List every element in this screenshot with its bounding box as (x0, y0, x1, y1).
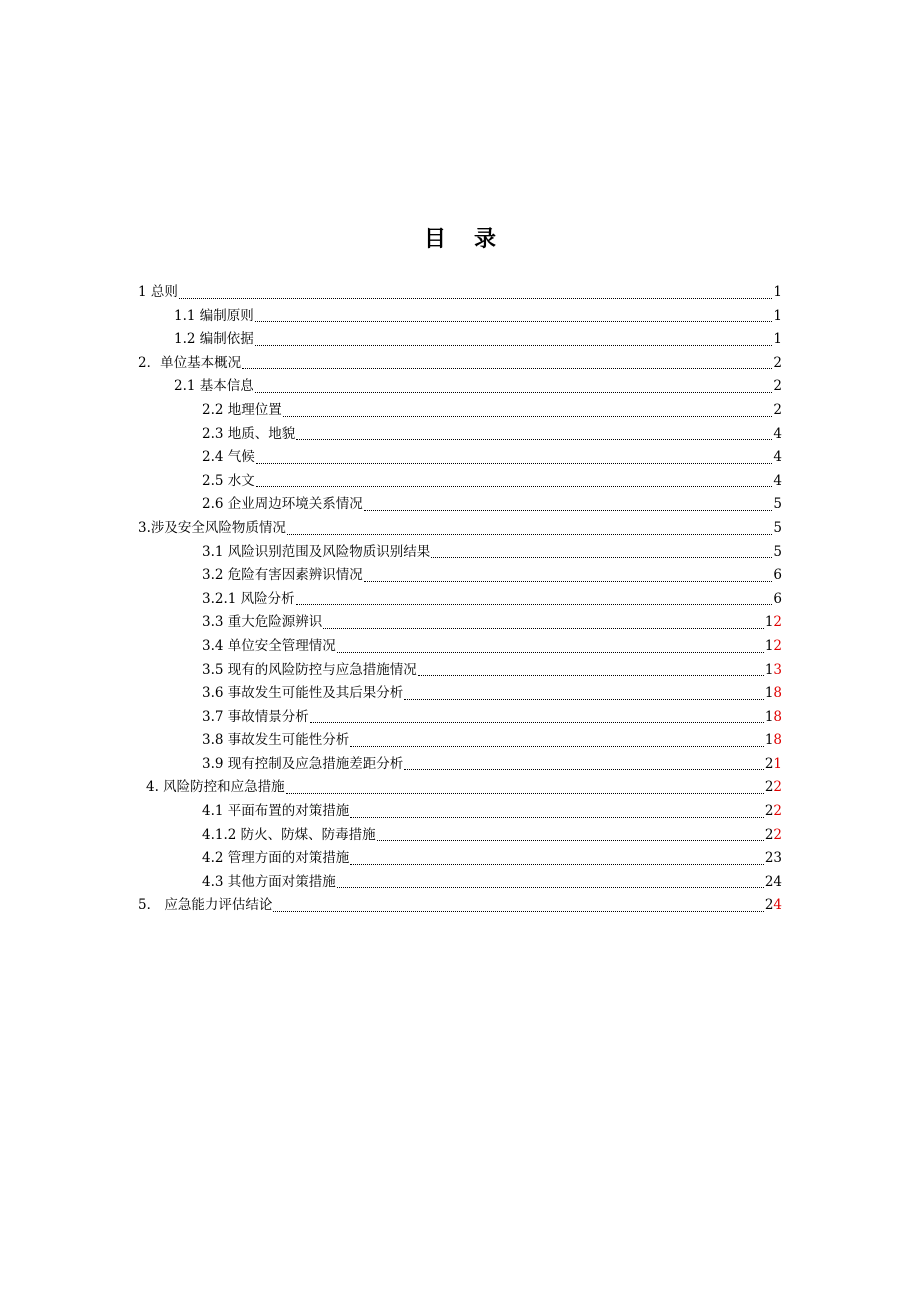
toc-entry-label: 2.3 地质、地貌 (202, 425, 296, 442)
toc-entry-page-number (765, 635, 782, 659)
toc-entry-label: 3.1 风险识别范围及风险物质识别结果 (202, 543, 431, 560)
toc-page-digit: 1 (764, 614, 774, 631)
toc-dot-leader (256, 486, 773, 487)
toc-entry[interactable] (138, 423, 782, 447)
toc-entry[interactable] (138, 800, 782, 824)
toc-entry-label: 4.1 平面布置的对策措施 (202, 803, 350, 820)
toc-entry-label: 3.2.1 风险分析 (202, 590, 295, 607)
toc-entry-label: 1 总则 (138, 284, 178, 300)
toc-page-digit: 2 (764, 779, 774, 796)
toc-entry-page-number: 2 (773, 378, 782, 395)
toc-entry-label: 1.2 编制依据 (174, 331, 254, 348)
toc-dot-leader (273, 911, 763, 912)
toc-entry[interactable] (138, 682, 782, 706)
toc-dot-leader (431, 557, 772, 558)
toc-dot-leader (310, 722, 764, 723)
toc-entry[interactable] (138, 281, 782, 305)
toc-entry-page-number (765, 706, 782, 730)
toc-entry[interactable] (138, 305, 782, 329)
toc-entry-page-number: 1 (773, 307, 782, 324)
toc-page-digit-red: 2 (773, 637, 782, 654)
toc-entry-label: 2.5 水文 (202, 472, 255, 489)
toc-entry-label: 3.4 单位安全管理情况 (202, 637, 336, 654)
toc-dot-leader (179, 298, 773, 299)
toc-entry-page-number: 4 (773, 425, 782, 442)
toc-entry[interactable] (138, 493, 782, 517)
toc-dot-leader (323, 628, 764, 629)
toc-entry-label: 2．单位基本概况 (138, 354, 242, 371)
toc-entry-page-number: 4 (773, 449, 782, 466)
toc-entry-page-number (765, 894, 782, 918)
toc-dot-leader (242, 368, 772, 369)
toc-page-digit-red: 4 (773, 897, 782, 914)
toc-entry-page-number (765, 729, 782, 753)
toc-entry-label: 4.3 其他方面对策措施 (202, 873, 336, 890)
toc-entry[interactable] (138, 399, 782, 423)
toc-entry-label: 2.1 基本信息 (174, 378, 254, 395)
toc-dot-leader (337, 887, 764, 888)
toc-entry[interactable] (138, 470, 782, 494)
toc-dot-leader (350, 817, 764, 818)
toc-entry[interactable] (138, 847, 782, 871)
toc-entry[interactable] (138, 894, 782, 918)
toc-entry-label: 1.1 编制原则 (174, 307, 254, 324)
toc-page-digit: 1 (764, 732, 774, 749)
toc-entry-page-number: 1 (773, 284, 782, 300)
toc-entry[interactable] (138, 824, 782, 848)
toc-entry[interactable] (138, 352, 782, 376)
toc-dot-leader (286, 793, 764, 794)
toc-page-digit-red: 8 (773, 708, 782, 725)
toc-entry[interactable] (138, 659, 782, 683)
toc-dot-leader (296, 604, 773, 605)
toc-page-digit-red: 2 (773, 826, 782, 843)
toc-dot-leader (296, 439, 772, 440)
toc-page-digit-red: 8 (773, 732, 782, 749)
toc-entry[interactable] (138, 446, 782, 470)
toc-entry-label: 4.2 管理方面的对策措施 (202, 850, 350, 867)
toc-entry-label: 4.1.2 防火、防煤、防毒措施 (202, 826, 376, 843)
toc-entry-page-number: 1 (773, 331, 782, 348)
toc-entry-label: 3.2 危险有害因素辨识情况 (202, 567, 363, 584)
toc-entry-page-number (765, 753, 782, 777)
toc-dot-leader (255, 345, 773, 346)
toc-entry-page-number: 6 (773, 590, 782, 607)
toc-dot-leader (404, 769, 764, 770)
toc-entry-label: 3.9 现有控制及应急措施差距分析 (202, 755, 404, 772)
toc-entry[interactable] (138, 588, 782, 612)
toc-entry-page-number: 5 (773, 496, 782, 513)
toc-dot-leader (364, 581, 773, 582)
toc-entry-page-number (765, 776, 782, 800)
toc-page-digit: 2 (764, 803, 774, 820)
toc-page-digit: 2 (764, 755, 774, 772)
toc-entry[interactable] (138, 564, 782, 588)
toc-entry-page-number: 6 (773, 567, 782, 584)
toc-entry-label: 3.3 重大危险源辨识 (202, 614, 323, 631)
toc-entry-page-number: 24 (764, 873, 782, 890)
toc-dot-leader (350, 864, 764, 865)
toc-page-digit-red: 2 (773, 614, 782, 631)
toc-entry-page-number: 5 (773, 519, 782, 536)
toc-dot-leader (337, 652, 764, 653)
toc-entry-page-number: 2 (773, 401, 782, 418)
toc-dot-leader (283, 416, 773, 417)
toc-entry-label: 3.5 现有的风险防控与应急措施情况 (202, 661, 417, 678)
toc-entry[interactable] (138, 706, 782, 730)
toc-entry-label: 3.6 事故发生可能性及其后果分析 (202, 685, 404, 702)
toc-entry[interactable] (138, 611, 782, 635)
toc-page-digit: 2 (764, 897, 774, 914)
toc-entry-page-number (765, 659, 782, 683)
toc-dot-leader (255, 321, 773, 322)
toc-page-digit: 1 (764, 661, 774, 678)
toc-page-digit: 1 (764, 685, 774, 702)
toc-entry-page-number: 23 (764, 850, 782, 867)
toc-entry[interactable] (138, 753, 782, 777)
toc-entry[interactable] (138, 635, 782, 659)
toc-entry[interactable] (138, 328, 782, 352)
toc-entry-page-number (765, 611, 782, 635)
toc-dot-leader (287, 534, 773, 535)
toc-entry-page-number (765, 682, 782, 706)
toc-dot-leader (256, 463, 773, 464)
toc-dot-leader (404, 699, 764, 700)
toc-entry-label: 4. 风险防控和应急措施 (146, 779, 285, 796)
toc-entry-label: 5． 应急能力评估结论 (138, 897, 273, 914)
toc-page-digit: 2 (764, 826, 774, 843)
toc-entry-page-number: 4 (773, 472, 782, 489)
toc-page-digit-red: 2 (773, 779, 782, 796)
toc-entry-label: 3.7 事故情景分析 (202, 708, 309, 725)
toc-entry-page-number: 2 (773, 354, 782, 371)
toc-entry-page-number: 5 (773, 543, 782, 560)
toc-page-digit-red: 8 (773, 685, 782, 702)
toc-dot-leader (377, 840, 764, 841)
toc-entry[interactable] (138, 776, 782, 800)
toc-page-digit-red: 2 (773, 803, 782, 820)
toc-dot-leader (255, 392, 773, 393)
toc-entry-label: 3.涉及安全风险物质情况 (138, 519, 286, 536)
toc-entry-label: 2.6 企业周边环境关系情况 (202, 496, 363, 513)
toc-page-digit: 1 (764, 637, 774, 654)
toc-dot-leader (350, 746, 764, 747)
table-of-contents (138, 281, 782, 918)
toc-page-digit: 1 (764, 708, 774, 725)
toc-entry-label: 2.2 地理位置 (202, 401, 282, 418)
toc-title-part1: 目 (423, 226, 446, 252)
toc-entry[interactable] (138, 375, 782, 399)
toc-entry-label: 2.4 气候 (202, 449, 255, 466)
toc-page-digit-red: 1 (773, 755, 782, 772)
toc-entry[interactable] (138, 871, 782, 895)
toc-entry-page-number (765, 824, 782, 848)
toc-entry[interactable] (138, 541, 782, 565)
toc-entry[interactable] (138, 729, 782, 753)
toc-title (0, 222, 920, 253)
toc-page-digit-red: 3 (773, 661, 782, 678)
toc-entry-label: 3.8 事故发生可能性分析 (202, 732, 350, 749)
toc-entry[interactable] (138, 517, 782, 541)
toc-dot-leader (418, 675, 764, 676)
toc-dot-leader (364, 510, 773, 511)
toc-title-part2: 录 (474, 226, 497, 252)
toc-entry-page-number (765, 800, 782, 824)
